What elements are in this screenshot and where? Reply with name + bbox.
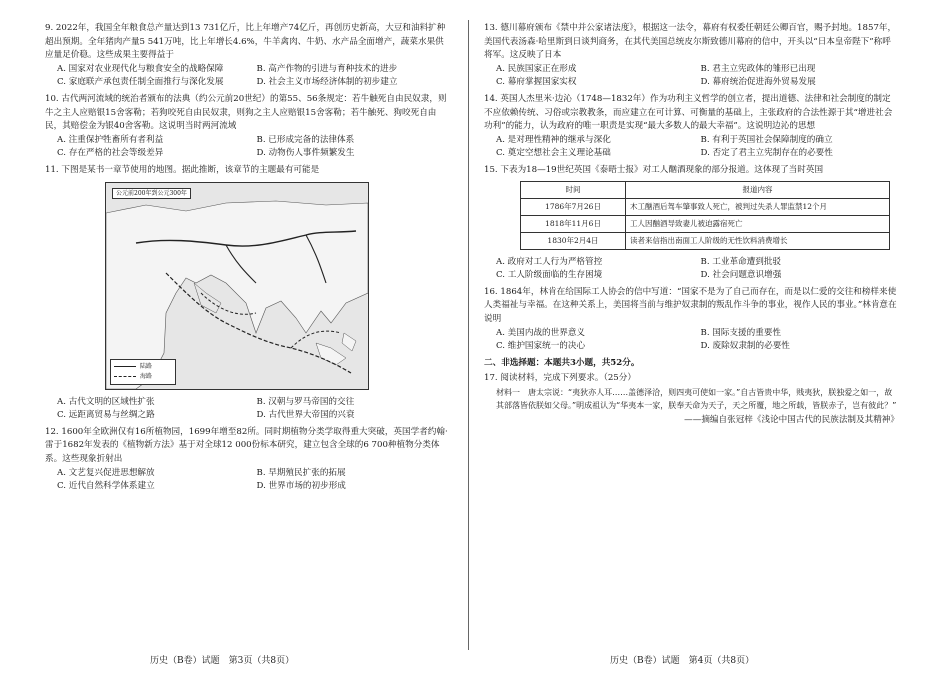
question-10 — [45, 93, 450, 161]
question-16-stem: 16. 1864年，林肯在给国际工人协会的信中写道：“国家不是为了自己而存在，而是以仁爱的交往和榜样来使人类福祉与幸福。在这种关系上，美国将当前与维护奴隶制的叛乱作斗争的事业，视作人民的事业。”林肯意在说明 — [484, 286, 897, 324]
right-page — [484, 22, 899, 431]
table-header-content: 报道内容 — [626, 181, 890, 198]
question-15-stem: 15. 下表为18—19世纪英国《泰晤士报》对工人酗酒现象的部分报道。这体现了当时英国 — [484, 164, 824, 175]
question-17-stem: 17. 阅读材料，完成下列要求。（25分） — [484, 373, 636, 384]
table-header-row — [521, 181, 890, 198]
question-12 — [45, 426, 450, 494]
question-13-option-a: A. 民族国家正在形成 — [496, 63, 577, 74]
newspaper-report-table — [520, 181, 890, 250]
question-13-option-d: D. 幕府统治促进海外贸易发展 — [700, 77, 816, 88]
question-16 — [484, 286, 899, 354]
question-10-option-c: C. 存在严格的社会等级差异 — [57, 148, 164, 159]
question-16-option-c: C. 维护国家统一的决心 — [496, 341, 586, 352]
question-9-options — [45, 63, 450, 90]
question-14-option-b: B. 有利于英国社会保障制度的确立 — [700, 134, 833, 145]
question-11 — [45, 164, 450, 423]
left-page-footer: 历史（B卷）试题 第3页（共8页） — [150, 656, 295, 666]
land-route-swatch — [114, 366, 136, 367]
question-15-options — [484, 256, 899, 283]
question-11-stem: 11. 下图是某书一章节使用的地图。据此推断，该章节的主题最有可能是 — [45, 164, 320, 175]
question-12-option-a: A. 文艺复兴促进思想解放 — [57, 467, 155, 478]
sea-route-swatch — [114, 376, 136, 377]
question-15-option-b: B. 工业革命遭到批驳 — [700, 256, 782, 267]
question-14-option-a: A. 是对理性精神的继承与深化 — [496, 134, 611, 145]
question-14 — [484, 93, 899, 161]
question-16-option-b: B. 国际支援的重要性 — [700, 327, 782, 338]
question-14-options — [484, 134, 899, 161]
question-9 — [45, 22, 450, 90]
question-16-option-d: D. 废除奴隶制的必要性 — [700, 341, 790, 352]
legend-sea-label: 海路 — [140, 372, 153, 380]
question-15-option-a: A. 政府对工人行为严格管控 — [496, 256, 603, 267]
legend-land-route — [114, 362, 172, 372]
question-17 — [484, 372, 899, 427]
question-11-option-c: C. 远距离贸易与丝绸之路 — [57, 410, 155, 421]
question-13 — [484, 22, 899, 90]
question-10-stem: 10. 古代两河流域的统治者颁布的法典（约公元前20世纪）的第55、56条规定：若牛触死自由民奴隶，则牛之主人应赔银15舍客勒；若狗咬死自由民奴隶，则狗之主人应赔银15舍客勒；若牛触死、狗咬死自由民，其赔偿金为银40舍客勒。这说明当时两河流域 — [45, 93, 447, 132]
table-cell-date: 1786年7月26日 — [521, 198, 626, 215]
question-11-options — [45, 396, 450, 423]
material-one: 材料一 唐太宗说：“夷狄亦人耳……盖德泽洽，则四夷可使如一家。”自古皆贵中华，贱夷狄，朕独爱之如一，故其部落皆依朕如父母。”明成祖认为“华夷本一家，朕奉天命为天子，天之所覆，地之所载，皆朕赤子，岂有彼此？” — [496, 387, 897, 411]
question-12-options — [45, 467, 450, 494]
question-16-option-a: A. 美国内战的世界意义 — [496, 327, 586, 338]
table-cell-content: 读者来信指出南面工人阶级的无性饮料消费增长 — [626, 232, 890, 249]
question-10-option-a: A. 注重保护牲畜所有者利益 — [57, 134, 164, 145]
table-cell-content: 木工酗酒后驾车肇事致人死亡，被判过失杀人罪监禁12个月 — [626, 198, 890, 215]
question-9-option-d: D. 社会主义市场经济体制的初步建立 — [256, 77, 398, 88]
question-10-options — [45, 134, 450, 161]
right-page-footer: 历史（B卷）试题 第4页（共8页） — [610, 656, 755, 666]
section-heading: 二、非选择题：本题共3小题，共52分。 — [484, 357, 640, 368]
legend-land-label: 陆路 — [140, 362, 153, 370]
question-15-option-c: C. 工人阶级面临的生存困境 — [496, 270, 603, 281]
table-row — [521, 215, 890, 232]
question-12-option-d: D. 世界市场的初步形成 — [256, 481, 346, 492]
left-page — [45, 22, 450, 497]
question-13-stem: 13. 德川幕府颁布《禁中并公家诸法度》，根据这一法令，幕府有权委任朝廷公卿百官，赐予封地。1857年，美国代表汤森·哈里斯到日谈判商务，在其代美国总统皮尔斯致德川幕府的信中，开头以“日本皇帝陛下”称呼将军。这反映了日本 — [484, 23, 897, 61]
question-12-stem: 12. 1600年全欧洲仅有16所植物园，1699年增至82所。同时期植物分类学取得重大突破，英国学者约翰·雷于1682年发表的《植物新方法》基于对全球12 000份标本研究，建立包含全球的6 700种植物分类体系。这些现象折射出 — [45, 426, 448, 464]
question-15-option-d: D. 社会问题意识增强 — [700, 270, 782, 281]
question-11-option-d: D. 古代世界大帝国的兴衰 — [256, 410, 355, 421]
table-cell-date: 1818年11月6日 — [521, 215, 626, 232]
table-cell-date: 1830年2月4日 — [521, 232, 626, 249]
table-row — [521, 198, 890, 215]
question-11-option-b: B. 汉朝与罗马帝国的交往 — [256, 396, 355, 407]
question-12-option-c: C. 近代自然科学体系建立 — [57, 481, 155, 492]
page-divider — [468, 20, 469, 650]
question-14-option-d: D. 否定了君主立宪制存在的必要性 — [700, 148, 833, 159]
question-9-option-c: C. 家庭联产承包责任制全面推行与深化发展 — [57, 77, 224, 88]
question-14-option-c: C. 奠定空想社会主义理论基础 — [496, 148, 611, 159]
map-title: 公元前200年到公元300年 — [112, 188, 191, 199]
question-10-option-b: B. 已形成完备的法律体系 — [256, 134, 355, 145]
question-12-option-b: B. 早期殖民扩张的拓展 — [256, 467, 346, 478]
question-14-stem: 14. 英国人杰里米·边沁（1748—1832年）作为功利主义哲学的创立者，提出道德、法律和社会制度的制定不应依赖传统、习俗或宗教教条，而应建立在可计算、可衡量的基础上，主张政府的合法性源于其“增进社会功利”的能力，认为政府的唯一职责是实现“最大多数人的最大幸福”。这说明边沁的思想 — [484, 93, 893, 132]
question-15 — [484, 164, 899, 283]
question-9-stem: 9. 2022年，我国全年粮食总产量达到13 731亿斤，比上年增产74亿斤，再创历史新高，大豆和油料扩种超出预期。全年猪肉产量5 541万吨，比上年增长4.6%，牛羊禽肉、牛奶、水产品全面增产，蔬菜水果供应量足价稳。这些成果主要得益于 — [45, 23, 446, 61]
table-cell-content: 工人因酗酒导致妻儿被迫露宿死亡 — [626, 215, 890, 232]
question-10-option-d: D. 动物伤人事件频繁发生 — [256, 148, 355, 159]
question-13-option-b: B. 君主立宪政体的雏形已出现 — [700, 63, 816, 74]
question-11-option-a: A. 古代文明的区域性扩张 — [57, 396, 155, 407]
question-13-option-c: C. 幕府掌握国家实权 — [496, 77, 577, 88]
table-header-date: 时间 — [521, 181, 626, 198]
question-9-option-a: A. 国家对农业现代化与粮食安全的战略保障 — [57, 63, 224, 74]
question-16-options — [484, 327, 899, 354]
map-legend — [110, 359, 176, 385]
question-13-options — [484, 63, 899, 90]
legend-sea-route — [114, 372, 172, 382]
question-9-option-b: B. 高产作物的引进与育种技术的进步 — [256, 63, 398, 74]
material-source: ——摘编自张冠梓《浅论中国古代的民族法制及其精神》 — [684, 415, 899, 426]
trade-route-map — [105, 182, 369, 390]
table-row — [521, 232, 890, 249]
